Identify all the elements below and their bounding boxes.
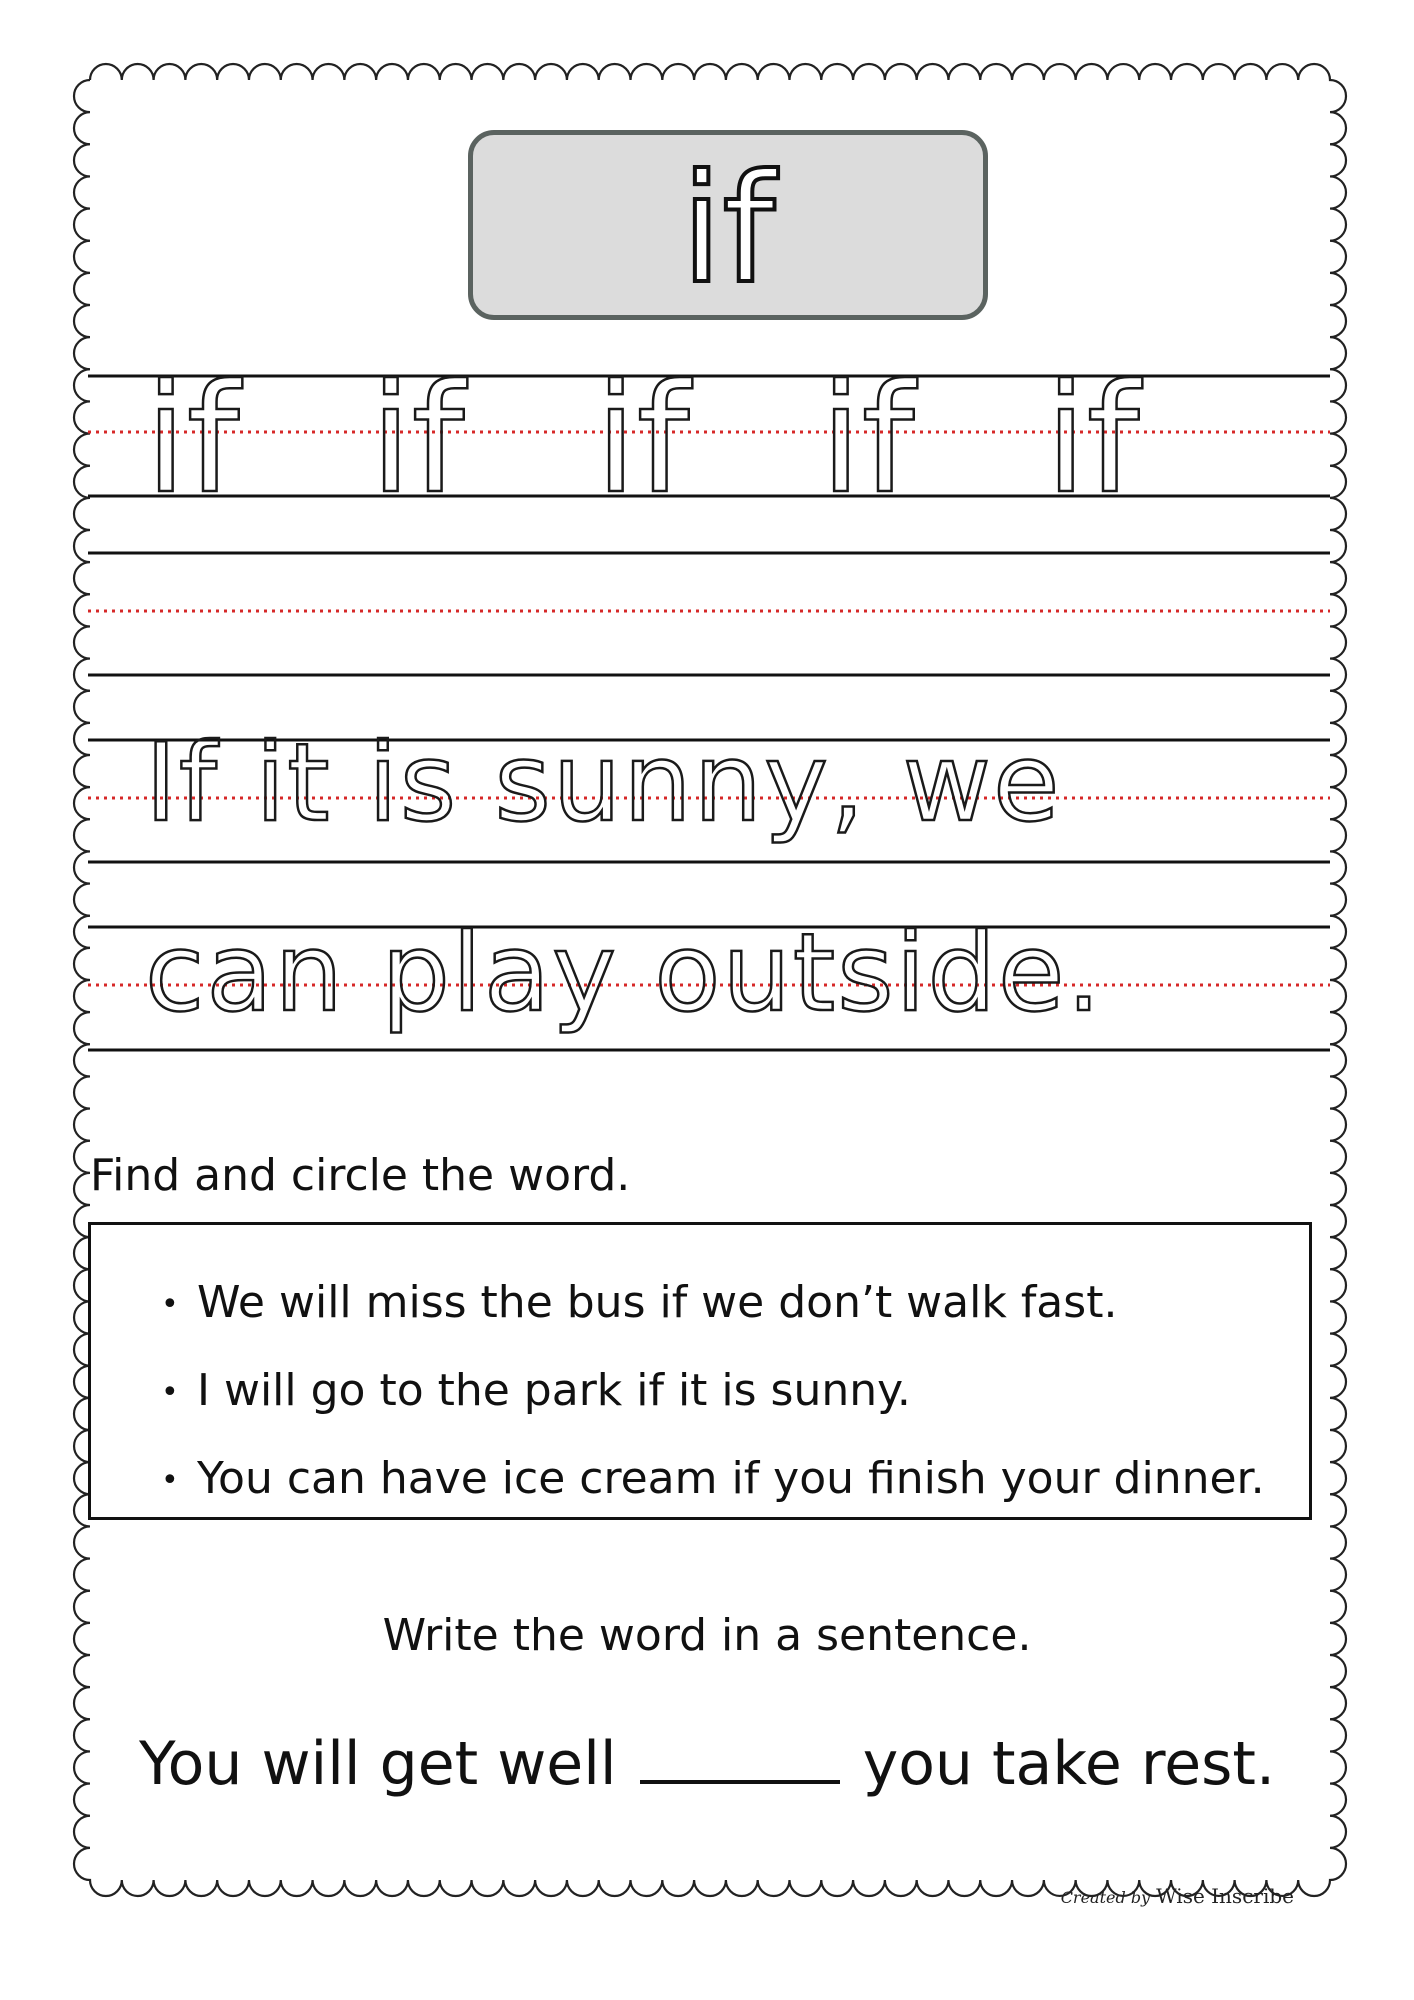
find-sentences-box [88,1222,1312,1520]
title-word: if [680,143,776,317]
credit [1061,1884,1294,1908]
find-instruction: Find and circle the word. [90,1150,631,1201]
bullet: • [161,1287,179,1322]
fill-sentence-after: you take rest. [862,1729,1276,1799]
trace-sentence-line-2: can play outside. [145,911,1103,1036]
answer-blank[interactable] [640,1720,840,1784]
trace-word-1: if [145,353,240,527]
find-sentence-text: I will go to the park if it is sunny. [197,1365,911,1416]
find-sentence-text: You can have ice cream if you finish your dinner. [197,1453,1265,1504]
trace-word-2: if [370,353,465,527]
find-sentence-3 [161,1435,1309,1523]
bullet: • [161,1463,179,1498]
bullet: • [161,1375,179,1410]
find-sentence-text: We will miss the bus if we don’t walk fast. [197,1277,1118,1328]
trace-word-4: if [820,353,915,527]
fill-in-sentence [0,1720,1414,1799]
find-sentence-1 [161,1259,1309,1347]
find-sentence-2 [161,1347,1309,1435]
trace-word-5: if [1045,353,1140,527]
write-instruction: Write the word in a sentence. [382,1610,1032,1661]
fill-sentence-before: You will get well [138,1729,617,1799]
find-sentence-list [161,1259,1309,1523]
credit-prefix: Created by [1060,1888,1151,1907]
trace-sentence-line-1: If it is sunny, we [145,721,1062,846]
credit-author: Wise Inscribe [1156,1884,1294,1908]
trace-word-3: if [595,353,690,527]
